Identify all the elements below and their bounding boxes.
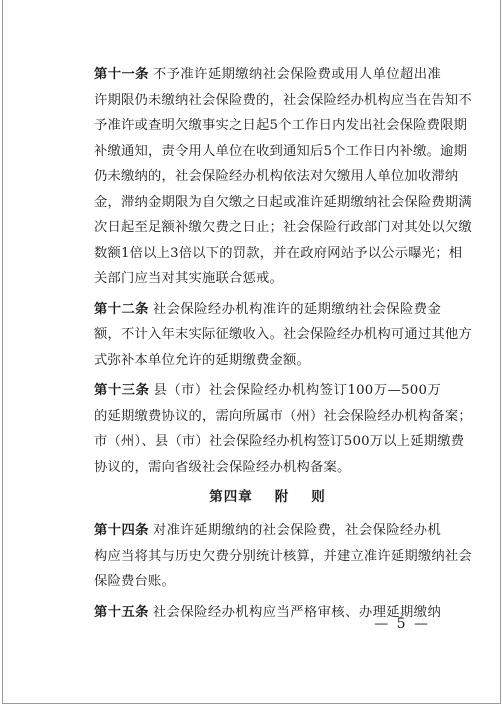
article-line: 第十一条 不予准许延期缴纳社会保险费或用人单位超出准 <box>94 67 441 82</box>
document-page <box>2 0 501 704</box>
article-line: 许期限仍未缴纳社会保险费的，社会保险经办机构应当在告知不 <box>94 92 472 108</box>
article-line: 保险费台账。 <box>94 574 175 589</box>
page-number: — 5 — <box>374 616 430 632</box>
chapter-title-char: 附 <box>274 489 290 505</box>
article-line: 构应当将其与历史欠费分别统计核算，并建立准许延期缴纳社会 <box>94 548 472 564</box>
article-line: 第十五条 社会保险经办机构应当严格审核、办理延期缴纳 <box>94 604 441 620</box>
article-line: 次日起至足额补缴欠费之日止；社会保险行政部门对其处以欠缴 <box>94 220 472 235</box>
article-line: 仍未缴纳的，社会保险经办机构依法对欠缴用人单位加收滞纳 <box>94 169 459 184</box>
article-line: 第十二条 社会保险经办机构准许的延期缴纳社会保险费金 <box>94 301 441 317</box>
article-heading: 第十三条 <box>94 383 150 398</box>
article-12 <box>94 297 472 374</box>
article-line: 金，滞纳金期限为自欠缴之日起或准许延期缴纳社会保险费期满 <box>94 194 472 210</box>
article-line: 第十四条 对准许延期缴纳的社会保险费，社会保险经办机 <box>94 523 441 538</box>
article-heading: 第十一条 <box>94 67 149 82</box>
chapter-title-char: 则 <box>311 489 326 505</box>
article-line: 式弥补本单位允许的延期缴费金额。 <box>94 352 310 368</box>
article-13 <box>94 378 472 480</box>
page-content <box>94 62 472 630</box>
article-line: 市（州）、县（市）社会保险经办机构签订500万以上延期缴费 <box>94 434 465 449</box>
article-line: 的延期缴费协议的，需向所属市（州）社会保险经办机构备案； <box>94 408 472 424</box>
article-line: 协议的，需向省级社会保险经办机构备案。 <box>94 459 351 475</box>
article-line: 第十三条 县（市）社会保险经办机构签订100万—500万 <box>94 383 441 398</box>
article-heading: 第十二条 <box>94 301 149 317</box>
article-11 <box>94 62 472 292</box>
article-line: 关部门应当对其实施联合惩戒。 <box>94 271 283 286</box>
article-line: 额，不计入年末实际征缴收入。社会保险经办机构可通过其他方 <box>94 327 472 342</box>
chapter-heading <box>94 485 441 510</box>
article-heading: 第十五条 <box>94 604 149 620</box>
article-line: 予准许或查明欠缴事实之日起5个工作日内发出社会保险费限期 <box>94 118 468 133</box>
article-line: 补缴通知，责令用人单位在收到通知后5个工作日内补缴。逾期 <box>94 143 468 159</box>
article-14 <box>94 518 472 595</box>
article-line: 数额1倍以上3倍以下的罚款，并在政府网站予以公示曝光；相 <box>94 245 463 261</box>
article-heading: 第十四条 <box>94 523 149 538</box>
chapter-number: 第四章 <box>209 489 253 505</box>
